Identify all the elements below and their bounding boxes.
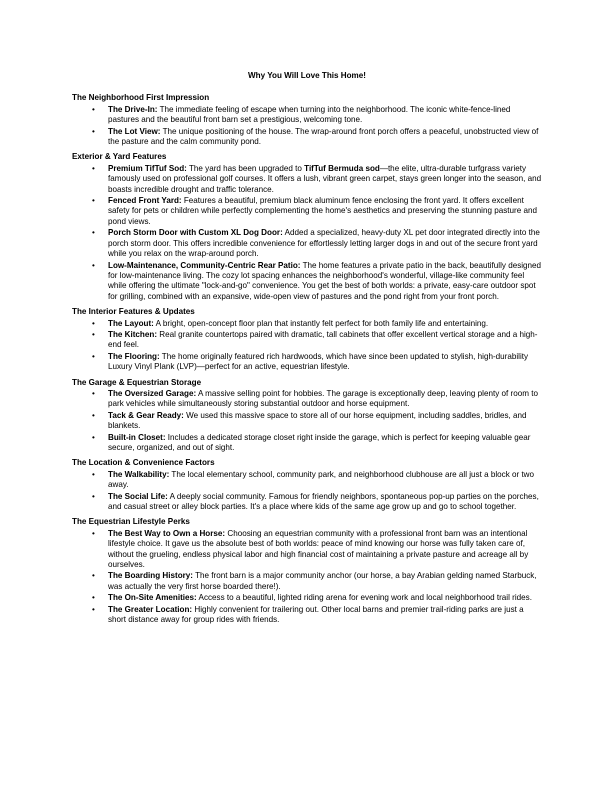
item-text: Highly convenient for trailering out. Other local barns and premier trail-riding parks are just a short distance away for group rides with friends. <box>108 604 524 625</box>
item-label: The Best Way to Own a Horse: <box>108 528 226 538</box>
list-item <box>108 411 542 432</box>
list-item <box>108 196 542 227</box>
list-item <box>108 105 542 126</box>
list-item <box>108 127 542 148</box>
bullet-list <box>72 470 542 513</box>
list-item <box>108 433 542 454</box>
section-garage <box>72 378 542 454</box>
bullet-list <box>72 164 542 302</box>
item-label: The Social Life: <box>108 491 168 501</box>
bullet-list <box>72 389 542 453</box>
item-text: Choosing an equestrian community with a professional front barn was an intentional lifestyle choice. It gave us the absolute best of both worlds: peace of mind knowing our horse was fully taken care of, without the grueling, endless physical labor and high financial cost of maintaining a private pasture and acreage all by ourselves. <box>108 528 529 570</box>
section-equestrian <box>72 517 542 625</box>
item-text: We used this massive space to store all of our horse equipment, including saddles, bridles, and blankets. <box>108 410 527 431</box>
item-label: The Drive-In: <box>108 104 158 114</box>
section-neighborhood <box>72 93 542 147</box>
item-text: The front barn is a major community anchor (our horse, a bay Arabian gelding named Starbuck, was actually the very first horse boarded there!). <box>108 571 537 591</box>
section-heading: The Interior Features & Updates <box>72 307 195 317</box>
item-label: Premium TifTuf Sod: <box>108 163 187 173</box>
bullet-list <box>72 319 542 373</box>
list-item <box>108 164 542 195</box>
list-item <box>108 352 542 373</box>
item-text: The home originally featured rich hardwoods, which have since been updated to stylish, high-durability Luxury Vinyl Plank (LVP)—perfect for an active, equestrian lifestyle. <box>108 351 529 372</box>
item-text: The home features a private patio in the back, beautifully designed for low-maintenance living. The cozy lot spacing enhances the neighborhood's wonderful, village-like community feel while offering the ultimate "lock-and-go" convenience. You get the best of both worlds: a private, easy-care outdoor spot for grilling, combined with an expansive, wide-open view of pastures and the pond right from your front porch. <box>108 260 542 301</box>
list-item <box>108 330 542 351</box>
item-label: Built-in Closet: <box>108 432 166 442</box>
list-item <box>108 492 542 513</box>
section-heading: The Location & Convenience Factors <box>72 458 215 468</box>
item-label: The Oversized Garage: <box>108 388 197 398</box>
item-text: Includes a dedicated storage closet right inside the garage, which is perfect for keeping valuable gear secure, organized, and out of sight. <box>108 432 531 452</box>
item-bold-text: TifTuf Bermuda sod <box>304 163 380 173</box>
item-text: The unique positioning of the house. The wrap-around front porch offers a peaceful, unobstructed view of the pasture and the calm community pond. <box>108 126 539 147</box>
list-item <box>108 228 542 259</box>
item-label: The Walkability: <box>108 469 170 479</box>
item-label: The Lot View: <box>108 126 161 136</box>
item-text: Access to a beautiful, lighted riding arena for evening work and local neighborhood trail rides. <box>196 593 532 603</box>
list-item <box>108 605 542 626</box>
item-text: A deeply social community. Famous for friendly neighbors, spontaneous pop-up parties on the porches, and casual street or alley block parties. It's a place where kids of the same age grow up and go to school together. <box>108 491 539 512</box>
item-text: The yard has been upgraded to <box>186 163 305 173</box>
list-item <box>108 319 542 329</box>
item-label: The Flooring: <box>108 351 160 361</box>
section-exterior <box>72 152 542 302</box>
list-item <box>108 529 542 571</box>
item-text: Features a beautiful, premium black aluminum fence enclosing the front yard. It offers excellent safety for pets or children while perfectly complementing the home's aesthetics and preserving the stunning pasture and pond views. <box>108 196 537 226</box>
item-label: The Layout: <box>108 318 154 328</box>
item-label: The Kitchen: <box>108 329 158 339</box>
item-text: A massive selling point for hobbies. The garage is exceptionally deep, leaving plenty of room to park vehicles while simultaneously storing substantial outdoor and horse equipment. <box>108 388 538 409</box>
section-interior <box>72 307 542 372</box>
document-title: Why You Will Love This Home! <box>248 71 366 80</box>
item-text: —the elite, ultra-durable turfgrass variety famously used on professional golf courses. It offers a lush, vibrant green carpet, stays green longer into the season, and boasts incredible drought and traffic tolerance. <box>108 163 542 194</box>
item-text: Added a specialized, heavy-duty XL pet door integrated directly into the porch storm door. This offers incredible convenience for effortlessly letting larger dogs in and out of the secure front yard while you relax on the wrap-around porch. <box>108 228 540 259</box>
list-item <box>108 593 542 603</box>
section-heading: The Neighborhood First Impression <box>72 93 210 103</box>
item-label: Tack & Gear Ready: <box>108 410 184 420</box>
item-label: The On-Site Amenities: <box>108 593 197 603</box>
section-heading: The Garage & Equestrian Storage <box>72 377 202 387</box>
bullet-list <box>72 529 542 626</box>
document-page <box>72 71 542 631</box>
list-item <box>108 389 542 410</box>
item-text: A bright, open-concept floor plan that instantly felt perfect for both family life and entertaining. <box>153 318 489 328</box>
list-item <box>108 470 542 491</box>
list-item <box>108 261 542 303</box>
item-label: The Boarding History: <box>108 571 193 581</box>
item-label: Low-Maintenance, Community-Centric Rear Patio: <box>108 260 301 270</box>
bullet-list <box>72 105 542 148</box>
item-text: The immediate feeling of escape when turning into the neighborhood. The iconic white-fence-lined pastures and the beautiful front barn set a prestigious, welcoming tone. <box>108 104 511 125</box>
list-item <box>108 571 542 592</box>
item-label: The Greater Location: <box>108 604 193 614</box>
section-location <box>72 458 542 512</box>
item-text: Real granite countertops paired with dramatic, tall cabinets that offer excellent vertical storage and a high-end feel. <box>108 329 538 350</box>
item-label: Fenced Front Yard: <box>108 196 182 206</box>
item-label: Porch Storm Door with Custom XL Dog Door: <box>108 228 283 238</box>
item-text: The local elementary school, community park, and neighborhood clubhouse are all just a block or two away. <box>108 469 535 490</box>
section-heading: The Equestrian Lifestyle Perks <box>72 517 190 527</box>
section-heading: Exterior & Yard Features <box>72 152 167 162</box>
